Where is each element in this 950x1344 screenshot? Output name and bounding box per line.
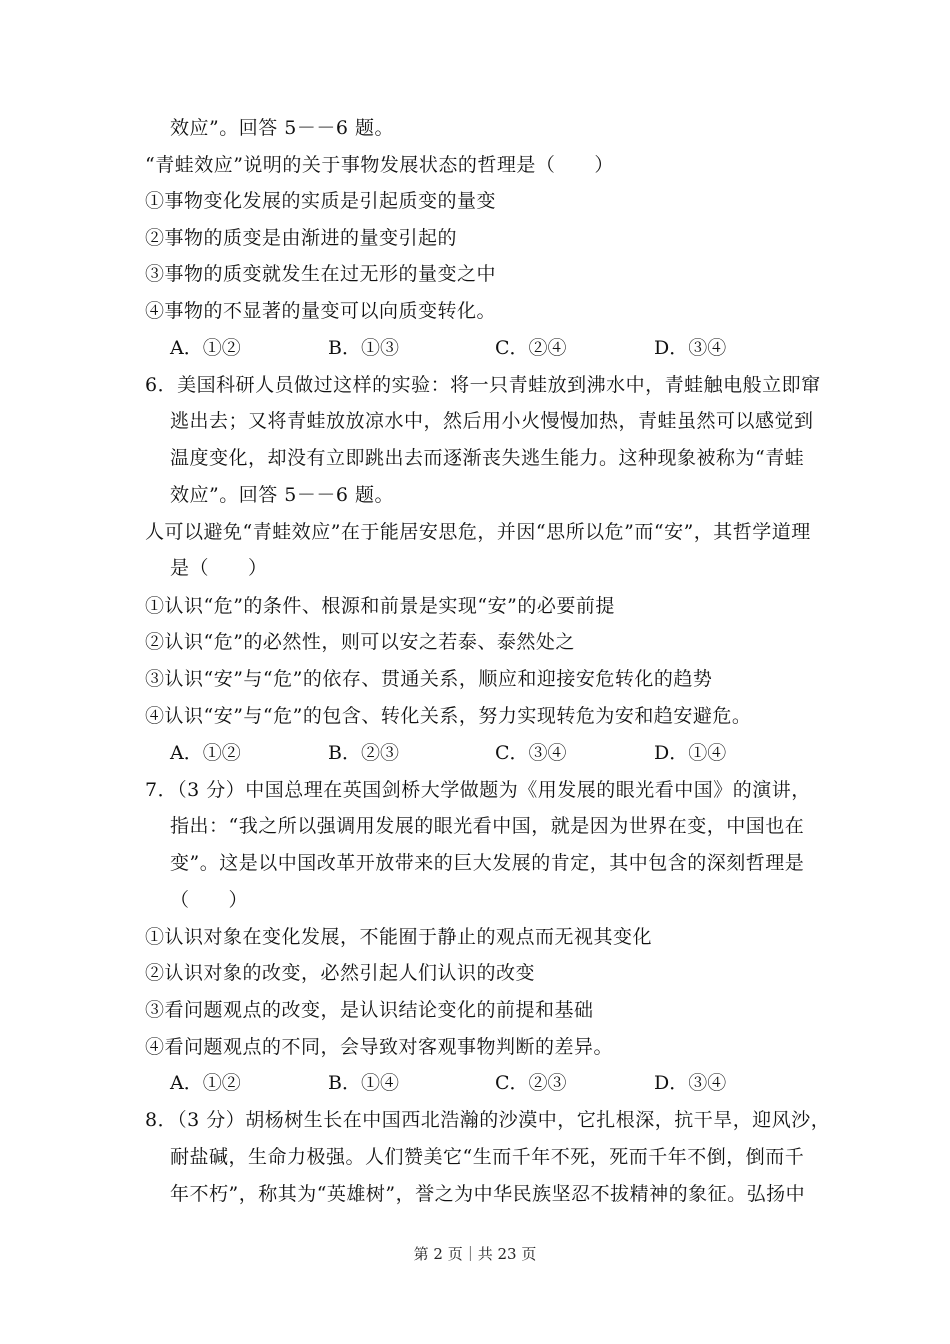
text-line: 逃出去；又将青蛙放放凉水中，然后用小火慢慢加热，青蛙虽然可以感觉到: [170, 410, 814, 432]
option-b: B．①③: [328, 337, 399, 359]
statement-1: ①事物变化发展的实质是引起质变的量变: [145, 190, 497, 212]
statement-2: ②认识“危”的必然性，则可以安之若泰、泰然处之: [145, 631, 575, 653]
option-a: A．①②: [170, 1072, 241, 1094]
text-line: 变”。这是以中国改革开放带来的巨大发展的肯定，其中包含的深刻哲理是: [170, 852, 805, 874]
text-line: 温度变化，却没有立即跳出去而逐渐丧失逃生能力。这种现象被称为“青蛙: [170, 447, 805, 469]
statement-3: ③事物的质变就发生在过无形的量变之中: [145, 263, 497, 285]
answer-options-q5: [170, 336, 870, 360]
option-c: C．②③: [495, 1072, 567, 1094]
text-line: 效应”。回答 5－－6 题。: [170, 484, 394, 506]
option-d: D．①④: [654, 742, 727, 764]
statement-4: ④事物的不显著的量变可以向质变转化。: [145, 300, 497, 322]
question-8-line: 8．（3 分）胡杨树生长在中国西北浩瀚的沙漠中，它扎根深，抗干旱，迎风沙，: [145, 1109, 831, 1131]
option-c: C．③④: [495, 742, 567, 764]
question-7-line: 7．（3 分）中国总理在英国剑桥大学做题为《用发展的眼光看中国》的演讲，: [145, 779, 811, 801]
statement-4: ④认识“安”与“危”的包含、转化关系，努力实现转危为安和趋安避危。: [145, 705, 752, 727]
statement-3: ③认识“安”与“危”的依存、贯通关系，顺应和迎接安危转化的趋势: [145, 668, 713, 690]
option-d: D．③④: [654, 337, 727, 359]
option-a: A．①②: [170, 742, 241, 764]
text-line: 是（ ）: [170, 557, 268, 579]
text-line: 指出：“我之所以强调用发展的眼光看中国，就是因为世界在变，中国也在: [170, 815, 805, 837]
option-b: B．①④: [328, 1072, 399, 1094]
text-line: （ ）: [170, 889, 249, 911]
text-line: 耐盐碱，生命力极强。人们赞美它“生而千年不死，死而千年不倒，倒而千: [170, 1146, 805, 1168]
option-d: D．③④: [654, 1072, 727, 1094]
option-c: C．②④: [495, 337, 567, 359]
page-footer: 第 2 页｜共 23 页: [413, 1245, 537, 1263]
answer-options-q6: [170, 741, 870, 765]
statement-4: ④看问题观点的不同，会导致对客观事物判断的差异。: [145, 1036, 614, 1058]
statement-2: ②事物的质变是由渐进的量变引起的: [145, 227, 458, 249]
statement-1: ①认识“危”的条件、根源和前景是实现“安”的必要前提: [145, 595, 615, 617]
statement-2: ②认识对象的改变，必然引起人们认识的改变: [145, 962, 536, 984]
text-line: 年不朽”，称其为“英雄树”，誉之为中华民族坚忍不拔精神的象征。弘扬中: [170, 1183, 806, 1205]
statement-3: ③看问题观点的改变，是认识结论变化的前提和基础: [145, 999, 594, 1021]
text-line: 效应”。回答 5－－6 题。: [170, 117, 394, 139]
statement-1: ①认识对象在变化发展，不能囿于静止的观点而无视其变化: [145, 926, 653, 948]
answer-options-q7: [170, 1071, 870, 1095]
question-stem: 人可以避免“青蛙效应”在于能居安思危，并因“思所以危”而“安”，其哲学道理: [145, 521, 811, 543]
option-b: B．②③: [328, 742, 399, 764]
option-a: A．①②: [170, 337, 241, 359]
question-6-line: 6．美国科研人员做过这样的实验：将一只青蛙放到沸水中，青蛙触电般立即窜: [145, 374, 821, 396]
question-stem: “青蛙效应”说明的关于事物发展状态的哲理是（ ）: [145, 154, 614, 176]
